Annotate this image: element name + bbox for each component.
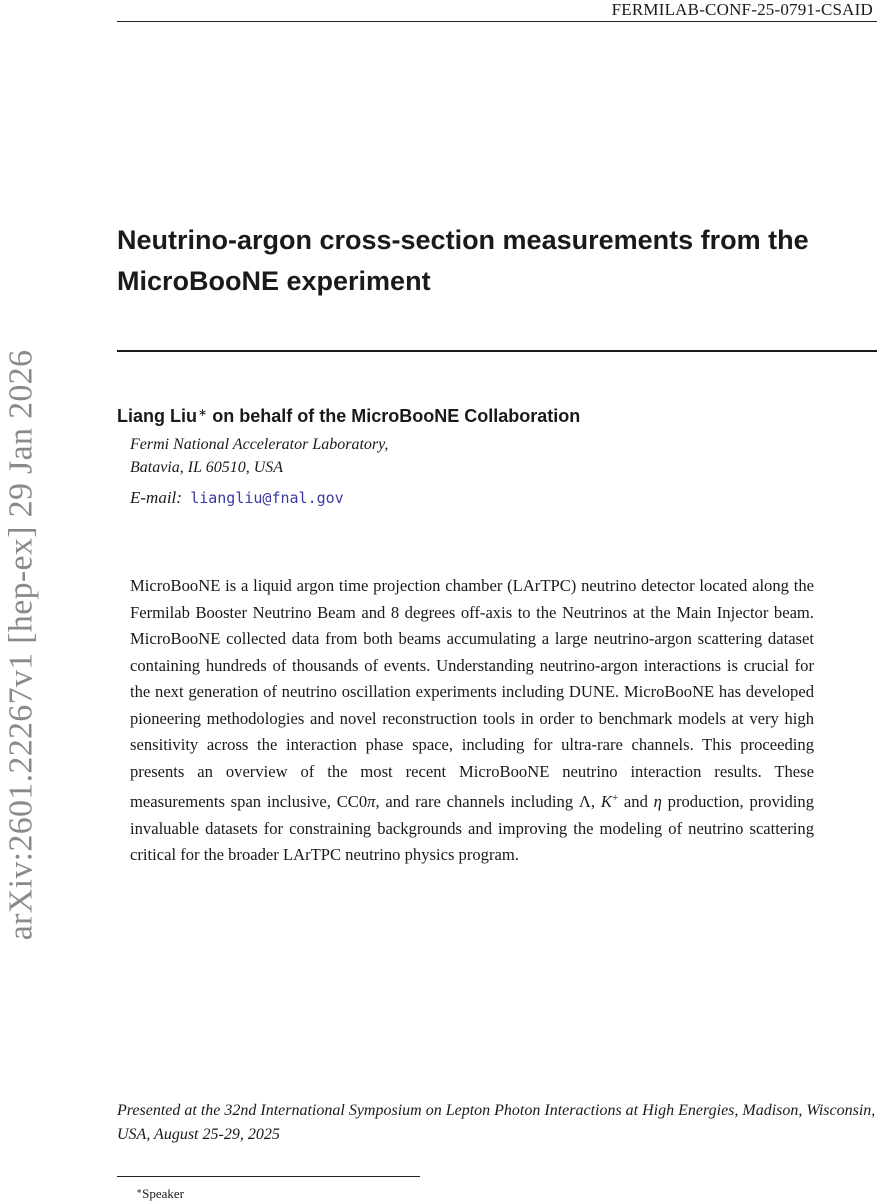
footnote-rule <box>117 1176 420 1177</box>
affiliation <box>130 433 388 479</box>
author-collaboration: on behalf of the MicroBooNE Collaboration <box>207 406 581 426</box>
speaker-footnote-mark[interactable]: ∗ <box>198 407 208 419</box>
abstract-text-1: MicroBooNE is a liquid argon time projection chamber (LArTPC) neutrino detector located along the Fermilab Booster Neutrino Beam and 8 degrees off-axis to the Neutrinos at the Main Injector beam. MicroBooNE collected data from both beams accumulating a large neutrino-argon scattering dataset containing hundreds of thousands of events. Understanding neutrino-argon interactions is crucial for the next generation of neutrino oscillation experiments including DUNE. MicroBooNE has developed pioneering methodologies and novel reconstruction tools in order to benchmark models at very high sensitivity across the interaction phase space, including for ultra-rare channels. This proceeding presents an overview of the most recent MicroBooNE neutrino interaction results. These measurements span inclusive, CC0 <box>130 576 814 811</box>
email-link[interactable]: liangliu@fnal.gov <box>190 489 344 507</box>
author-name: Liang Liu <box>117 406 197 426</box>
email-line <box>130 487 344 509</box>
paper-title-line-2: MicroBooNE experiment <box>117 266 431 296</box>
eta-symbol: η <box>653 792 662 811</box>
header-rule <box>117 21 877 22</box>
email-label: E-mail: <box>130 488 182 507</box>
title-rule <box>117 350 877 352</box>
affiliation-line-1: Fermi National Accelerator Laboratory, <box>130 436 389 453</box>
author-line <box>117 401 580 428</box>
abstract-text-3: and <box>618 792 654 811</box>
abstract-text-4: production, providing invaluable datasets for constraining backgrounds and improving the modeling of neutrino scattering critical for the broader LArTPC neutrino physics program. <box>130 792 814 864</box>
pi-symbol: π <box>367 792 376 811</box>
footnote-mark: ∗ <box>136 1186 143 1196</box>
affiliation-line-2: Batavia, IL 60510, USA <box>130 459 284 476</box>
footnote-text: Speaker <box>142 1186 184 1201</box>
report-number: FERMILAB-CONF-25-0791-CSAID <box>611 0 873 19</box>
abstract <box>130 573 814 869</box>
paper-title <box>117 220 872 302</box>
presented-at-note: Presented at the 32nd International Symposium on Lepton Photon Interactions at High Energies, Madison, Wisconsin, USA, August 25-29, 2025 <box>117 1102 876 1143</box>
arxiv-identifier: arXiv:2601.22267v1 [hep-ex] 29 Jan 2026 <box>2 349 39 941</box>
abstract-text-2: , and rare channels including Λ, <box>375 792 601 811</box>
kaon-symbol: K <box>600 792 612 811</box>
paper-title-line-1: Neutrino-argon cross-section measurements from the <box>117 225 809 255</box>
arxiv-stamp <box>0 330 42 960</box>
kaon-charge: + <box>611 792 619 804</box>
